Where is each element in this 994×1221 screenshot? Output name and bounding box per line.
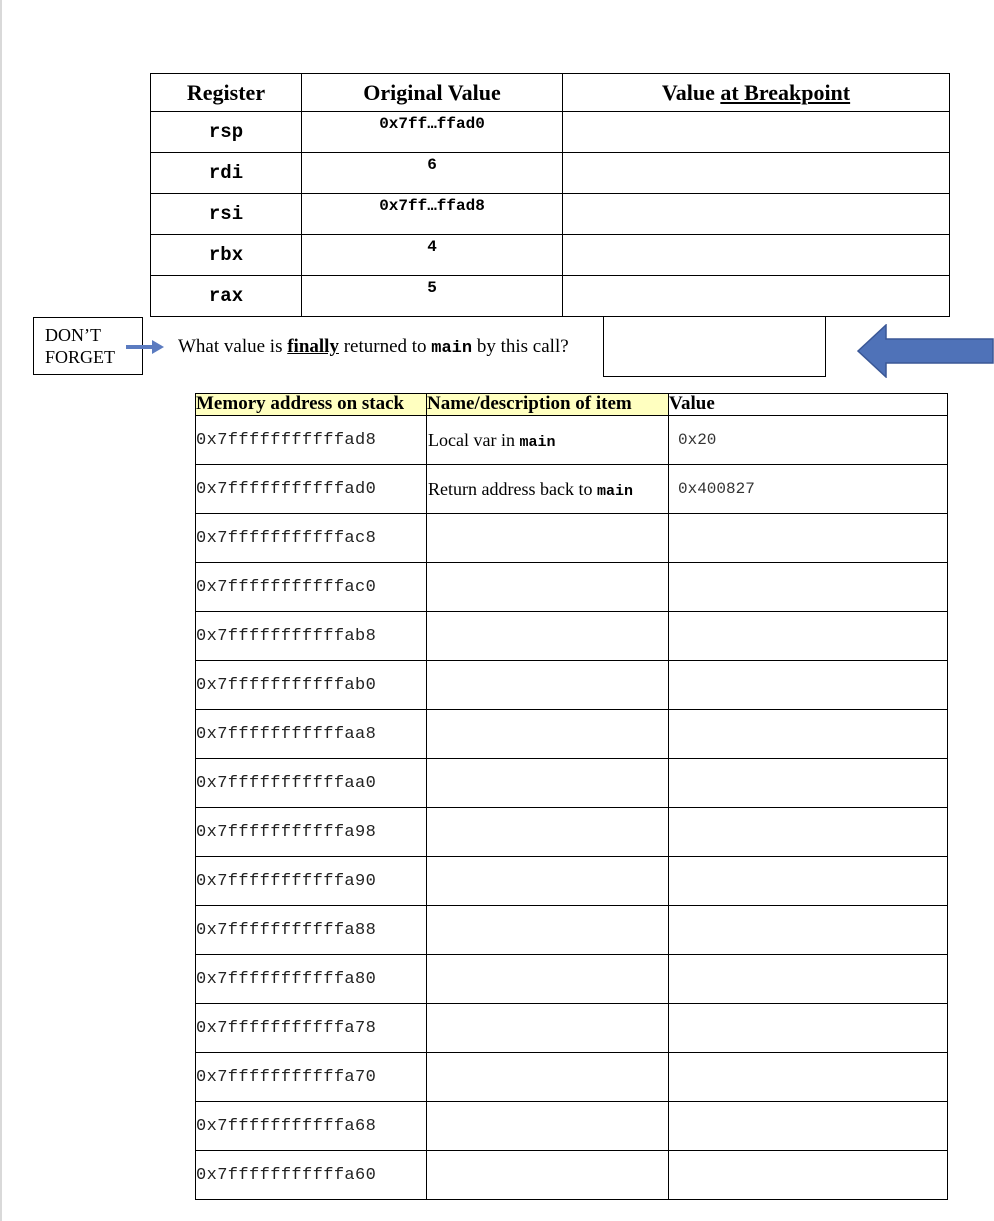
stack-value-cell[interactable] xyxy=(669,1053,948,1102)
stack-row xyxy=(196,1102,948,1151)
stack-address: 0x7fffffffffffaa0 xyxy=(196,759,427,808)
register-row xyxy=(151,153,950,194)
stack-description-cell[interactable] xyxy=(427,1151,669,1200)
register-name: rax xyxy=(151,276,302,317)
stack-description-cell[interactable] xyxy=(427,1053,669,1102)
stack-description-code: main xyxy=(519,433,556,451)
register-breakpoint-value-cell[interactable] xyxy=(563,276,950,317)
stack-address: 0x7fffffffffffa90 xyxy=(196,857,427,906)
stack-value-cell[interactable] xyxy=(669,906,948,955)
stack-row xyxy=(196,612,948,661)
stack-address: 0x7fffffffffffa60 xyxy=(196,1151,427,1200)
stack-address: 0x7fffffffffffad8 xyxy=(196,416,427,465)
register-row xyxy=(151,194,950,235)
stack-address: 0x7fffffffffffa98 xyxy=(196,808,427,857)
value-column-header: Value xyxy=(669,394,948,416)
address-column-header: Memory address on stack xyxy=(196,394,427,416)
question-part-3: by this call? xyxy=(472,336,569,357)
stack-address: 0x7fffffffffffab8 xyxy=(196,612,427,661)
register-name: rbx xyxy=(151,235,302,276)
stack-row xyxy=(196,906,948,955)
register-original-value: 5 xyxy=(302,276,563,317)
big-left-arrow-icon xyxy=(857,324,994,378)
small-arrow-icon xyxy=(126,338,166,356)
stack-value-cell[interactable] xyxy=(669,563,948,612)
stack-value-cell[interactable] xyxy=(669,612,948,661)
stack-value-cell[interactable] xyxy=(669,710,948,759)
stack-value-cell[interactable] xyxy=(669,857,948,906)
stack-address: 0x7fffffffffffa68 xyxy=(196,1102,427,1151)
stack-address: 0x7fffffffffffa88 xyxy=(196,906,427,955)
register-original-value: 4 xyxy=(302,235,563,276)
stack-description-cell[interactable] xyxy=(427,416,669,465)
register-original-value: 0x7ff…ffad8 xyxy=(302,194,563,235)
register-breakpoint-value-cell[interactable] xyxy=(563,194,950,235)
stack-value-cell[interactable]: 0x20 xyxy=(669,416,948,465)
stack-row xyxy=(196,710,948,759)
stack-row xyxy=(196,1151,948,1200)
stack-table xyxy=(195,393,948,1200)
page-left-edge xyxy=(0,0,2,1221)
stack-address: 0x7fffffffffffac0 xyxy=(196,563,427,612)
question-main-code: main xyxy=(431,339,473,358)
stack-row xyxy=(196,563,948,612)
stack-row xyxy=(196,1053,948,1102)
stack-address: 0x7fffffffffffac8 xyxy=(196,514,427,563)
stack-address: 0x7fffffffffffa80 xyxy=(196,955,427,1004)
stack-row xyxy=(196,1004,948,1053)
stack-value-cell[interactable] xyxy=(669,955,948,1004)
stack-table-header xyxy=(196,394,948,416)
stack-description-text: Return address back to xyxy=(428,478,597,499)
stack-description-cell[interactable] xyxy=(427,612,669,661)
stack-description-cell[interactable] xyxy=(427,1004,669,1053)
stack-row xyxy=(196,759,948,808)
stack-description-code: main xyxy=(596,482,633,500)
stack-address: 0x7fffffffffffab0 xyxy=(196,661,427,710)
question-part-2: returned to xyxy=(338,336,432,357)
stack-address: 0x7fffffffffffaa8 xyxy=(196,710,427,759)
stack-row xyxy=(196,465,948,514)
stack-description-cell[interactable] xyxy=(427,906,669,955)
register-name: rsp xyxy=(151,112,302,153)
stack-value-cell[interactable] xyxy=(669,759,948,808)
register-table xyxy=(150,73,950,317)
stack-row xyxy=(196,661,948,710)
stack-row xyxy=(196,955,948,1004)
stack-row xyxy=(196,416,948,465)
register-original-value: 6 xyxy=(302,153,563,194)
stack-row xyxy=(196,514,948,563)
breakpoint-value-column-header xyxy=(563,74,950,112)
question-finally: finally xyxy=(287,336,339,357)
breakpoint-header-prefix: Value xyxy=(661,79,721,105)
register-breakpoint-value-cell[interactable] xyxy=(563,112,950,153)
register-breakpoint-value-cell[interactable] xyxy=(563,153,950,194)
return-value-question xyxy=(178,336,569,358)
description-column-header: Name/description of item xyxy=(427,394,669,416)
stack-value-cell[interactable] xyxy=(669,514,948,563)
stack-value-cell[interactable] xyxy=(669,1151,948,1200)
stack-description-text: Local var in xyxy=(428,429,520,450)
stack-address: 0x7fffffffffffa70 xyxy=(196,1053,427,1102)
stack-value-cell[interactable] xyxy=(669,1004,948,1053)
stack-description-cell[interactable] xyxy=(427,1102,669,1151)
return-value-answer-box[interactable] xyxy=(603,316,826,377)
question-part-1: What value is xyxy=(178,336,288,357)
stack-value-cell[interactable] xyxy=(669,661,948,710)
register-table-header xyxy=(151,74,950,112)
register-name: rdi xyxy=(151,153,302,194)
register-row xyxy=(151,276,950,317)
stack-address: 0x7fffffffffffa78 xyxy=(196,1004,427,1053)
register-breakpoint-value-cell[interactable] xyxy=(563,235,950,276)
breakpoint-header-underlined: at Breakpoint xyxy=(720,79,851,105)
register-name: rsi xyxy=(151,194,302,235)
stack-row xyxy=(196,857,948,906)
register-row xyxy=(151,112,950,153)
dont-forget-line-1: DON’T xyxy=(45,325,101,345)
stack-description-cell[interactable] xyxy=(427,759,669,808)
stack-description-cell[interactable] xyxy=(427,465,669,514)
original-value-column-header: Original Value xyxy=(302,74,563,112)
stack-value-cell[interactable] xyxy=(669,1102,948,1151)
stack-description-cell[interactable] xyxy=(427,514,669,563)
stack-description-cell[interactable] xyxy=(427,661,669,710)
stack-description-cell[interactable] xyxy=(427,857,669,906)
stack-row xyxy=(196,808,948,857)
register-column-header: Register xyxy=(151,74,302,112)
stack-address: 0x7fffffffffffad0 xyxy=(196,465,427,514)
dont-forget-line-2: FORGET xyxy=(45,347,116,367)
stack-value-cell[interactable]: 0x400827 xyxy=(669,465,948,514)
stack-description-cell[interactable] xyxy=(427,955,669,1004)
stack-description-cell[interactable] xyxy=(427,563,669,612)
stack-value-cell[interactable] xyxy=(669,808,948,857)
stack-description-cell[interactable] xyxy=(427,710,669,759)
register-original-value: 0x7ff…ffad0 xyxy=(302,112,563,153)
stack-description-cell[interactable] xyxy=(427,808,669,857)
register-row xyxy=(151,235,950,276)
